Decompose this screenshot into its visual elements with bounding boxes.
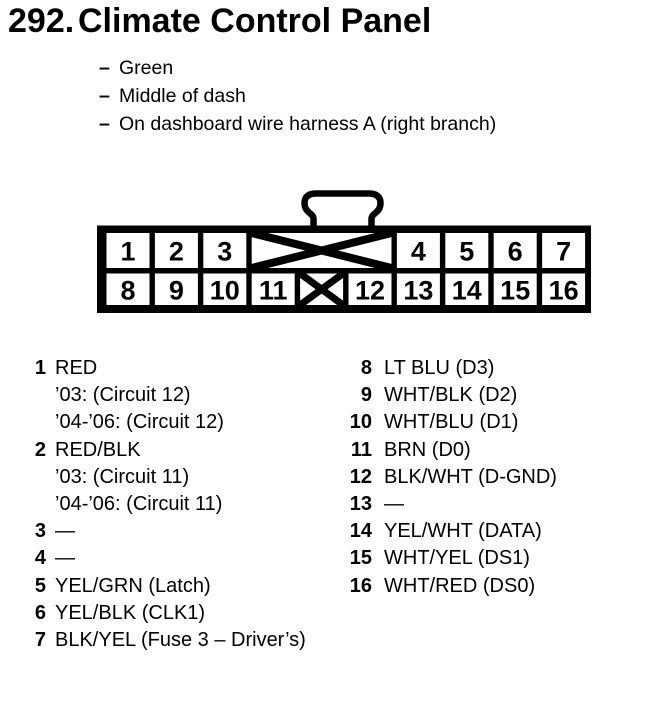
pin-label: — xyxy=(55,520,75,543)
pin-number-15: 15 xyxy=(500,275,531,306)
pin-row xyxy=(0,627,340,654)
pin-number xyxy=(0,409,55,436)
pin-number: 2 xyxy=(34,438,46,461)
pin-subrow xyxy=(0,464,340,491)
pin-list-right xyxy=(330,355,672,600)
pin-label: YEL/BLK (CLK1) xyxy=(55,601,206,624)
bullet-text: Green xyxy=(119,57,174,79)
pin-label: BLK/WHT (D-GND) xyxy=(384,465,557,488)
pin-number xyxy=(0,491,55,518)
pin-label: — xyxy=(384,493,404,516)
pin-number-1: 1 xyxy=(120,236,136,267)
pin-number xyxy=(0,464,55,491)
pin-label: YEL/WHT (DATA) xyxy=(384,520,542,543)
pin-label: YEL/GRN (Latch) xyxy=(55,574,211,597)
pin-number-3: 3 xyxy=(217,236,233,267)
pin-number-12: 12 xyxy=(354,275,386,306)
bullet-text: On dashboard wire harness A (right branch) xyxy=(119,113,497,135)
pin-label: WHT/BLU (D1) xyxy=(384,411,519,434)
item-number: 292. xyxy=(8,2,75,40)
pin-number-9: 9 xyxy=(168,275,184,306)
pin-row xyxy=(330,382,672,409)
pin-label: LT BLU (D3) xyxy=(384,357,495,379)
pin-number-11: 11 xyxy=(258,275,288,306)
bullet-list xyxy=(99,54,496,138)
pin-row xyxy=(330,409,672,436)
pin-number: 7 xyxy=(34,629,46,652)
pin-row xyxy=(330,355,672,382)
pin-label: BLK/YEL (Fuse 3 – Driver’s) xyxy=(55,629,306,652)
pin-number-5: 5 xyxy=(459,236,475,267)
pin-number-14: 14 xyxy=(451,275,482,306)
pin-number: 4 xyxy=(34,547,46,570)
pin-label: RED/BLK xyxy=(55,438,141,461)
dash-icon: – xyxy=(99,113,110,135)
pin-number-8: 8 xyxy=(120,275,136,306)
pin-row xyxy=(330,545,672,572)
pin-row xyxy=(330,573,672,600)
title-text: Climate Control Panel xyxy=(78,2,432,40)
pin-number: 3 xyxy=(34,520,46,543)
pin-row xyxy=(330,491,672,518)
pin-number: 13 xyxy=(349,493,372,516)
pin-number-6: 6 xyxy=(507,236,523,267)
pin-number: 11 xyxy=(350,438,372,461)
pin-number: 14 xyxy=(349,520,372,543)
pin-row xyxy=(0,355,340,382)
bullet-item xyxy=(99,54,496,82)
pin-row xyxy=(0,545,340,572)
pin-number-4: 4 xyxy=(410,236,426,267)
pin-number: 16 xyxy=(349,574,372,597)
pin-number: 1 xyxy=(34,357,46,379)
pin-label: BRN (D0) xyxy=(384,438,471,461)
pin-list-left xyxy=(0,355,340,654)
pin-row xyxy=(0,437,340,464)
pin-label: ’03: (Circuit 11) xyxy=(55,465,190,488)
pin-number-7: 7 xyxy=(556,236,572,267)
pin-number: 12 xyxy=(349,465,372,488)
pin-subrow xyxy=(0,491,340,518)
pin-label: ’04-’06: (Circuit 12) xyxy=(55,411,224,434)
pin-row xyxy=(0,518,340,545)
pin-number-16: 16 xyxy=(548,275,579,306)
pin-number: 9 xyxy=(360,384,372,407)
bullet-item xyxy=(99,110,496,138)
pin-label: WHT/BLK (D2) xyxy=(384,384,518,407)
pin-number: 5 xyxy=(34,574,46,597)
pin-number: 8 xyxy=(360,357,372,379)
pin-label: WHT/YEL (DS1) xyxy=(384,547,530,570)
pin-row xyxy=(330,437,672,464)
pin-number: 15 xyxy=(349,547,372,570)
pin-subrow xyxy=(0,382,340,409)
dash-icon: – xyxy=(99,57,110,79)
pin-number-2: 2 xyxy=(168,236,184,267)
pin-number: 6 xyxy=(34,601,46,624)
pin-row xyxy=(0,600,340,627)
pin-number-13: 13 xyxy=(403,275,434,306)
pin-label: — xyxy=(55,547,75,570)
pin-label: WHT/RED (DS0) xyxy=(384,574,536,597)
page-title xyxy=(0,3,672,43)
pin-subrow xyxy=(0,409,340,436)
pin-row xyxy=(330,518,672,545)
pin-number: 10 xyxy=(349,411,372,434)
bullet-item xyxy=(99,82,496,110)
pin-label: ’04-’06: (Circuit 11) xyxy=(55,493,223,516)
pin-label: ’03: (Circuit 12) xyxy=(55,384,191,407)
bullet-text: Middle of dash xyxy=(119,85,246,107)
pin-row xyxy=(330,464,672,491)
dash-icon: – xyxy=(99,85,110,107)
pin-row xyxy=(0,573,340,600)
pin-label: RED xyxy=(55,357,98,379)
pin-number xyxy=(0,382,55,409)
connector-diagram xyxy=(0,185,672,320)
pin-number-10: 10 xyxy=(209,275,240,306)
